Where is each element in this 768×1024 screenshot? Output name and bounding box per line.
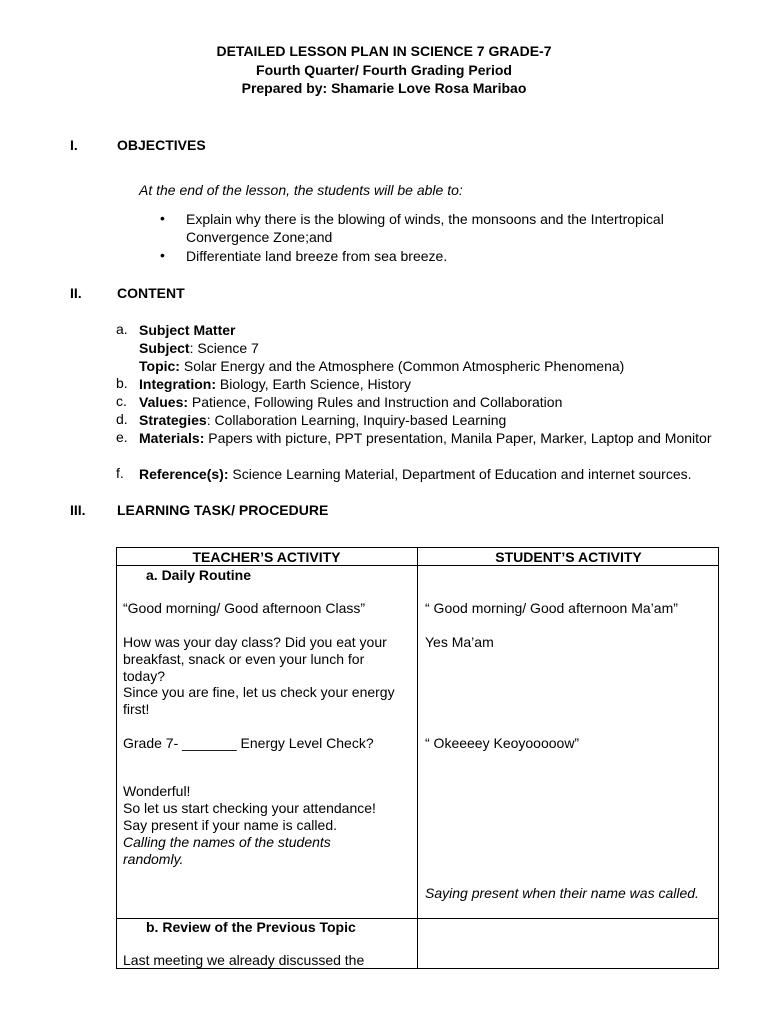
content-value: Patience, Following Rules and Instruction and Collaboration <box>188 394 563 410</box>
content-item-values <box>139 393 729 411</box>
content-letter: b. <box>116 375 128 391</box>
content-label: Subject <box>139 340 190 356</box>
table-column-divider <box>417 547 418 969</box>
content-letter: f. <box>116 465 124 481</box>
section-title-content: CONTENT <box>117 285 185 301</box>
section-numeral-objectives: I. <box>70 137 78 153</box>
teacher-say-present: Say present if your name is called. <box>123 817 337 833</box>
content-value: : Science 7 <box>189 340 259 356</box>
objective-item: Explain why there is the blowing of winds, the monsoons and the Intertropical Convergence Zone;and <box>186 211 664 245</box>
content-label: Materials: <box>139 430 205 446</box>
objectives-intro: At the end of the lesson, the students will be able to: <box>139 182 463 198</box>
document-author: Prepared by: Shamarie Love Rosa Maribao <box>241 80 527 96</box>
section-numeral-content: II. <box>70 285 82 301</box>
teacher-activity-header: TEACHER’S ACTIVITY <box>192 549 341 565</box>
content-item-integration <box>139 375 729 393</box>
table-header-divider <box>116 565 719 566</box>
content-label: Topic: <box>139 358 180 374</box>
content-item-subject <box>139 339 729 357</box>
content-label: Subject Matter <box>139 322 236 338</box>
content-item-references <box>139 465 729 483</box>
student-greeting: “ Good morning/ Good afternoon Ma’am” <box>425 600 678 616</box>
content-item-topic <box>139 357 729 375</box>
section-title-procedure: LEARNING TASK/ PROCEDURE <box>117 502 329 518</box>
teacher-wonderful: Wonderful! <box>123 783 191 799</box>
daily-routine-heading: a. Daily Routine <box>146 567 252 583</box>
content-value: Solar Energy and the Atmosphere (Common Atmospheric Phenomena) <box>179 358 625 374</box>
student-activity-header: STUDENT’S ACTIVITY <box>495 549 642 565</box>
bullet-icon: • <box>160 210 165 226</box>
content-label: Strategies <box>139 412 207 428</box>
bullet-icon: • <box>160 247 165 263</box>
section-title-objectives: OBJECTIVES <box>117 137 206 153</box>
student-day-answer: Yes Ma’am <box>425 634 494 650</box>
content-value: Biology, Earth Science, History <box>216 376 412 392</box>
content-letter: a. <box>116 321 128 337</box>
teacher-energy-check: Grade 7- _______ Energy Level Check? <box>123 735 374 751</box>
content-item-materials <box>139 429 729 447</box>
objective-item: Differentiate land breeze from sea breeze. <box>186 248 448 264</box>
content-letter: d. <box>116 411 128 427</box>
student-saying-present: Saying present when their name was called. <box>425 885 699 901</box>
student-energy-response: “ Okeeeey Keoyooooow” <box>425 735 580 751</box>
section-numeral-procedure: III. <box>70 502 86 518</box>
content-value: Science Learning Material, Department of Education and internet sources. <box>228 466 692 482</box>
content-value: Papers with picture, PPT presentation, Manila Paper, Marker, Laptop and Monitor <box>204 430 712 446</box>
content-value: : Collaboration Learning, Inquiry-based Learning <box>206 412 507 428</box>
document-title: DETAILED LESSON PLAN IN SCIENCE 7 GRADE-7 <box>216 43 552 59</box>
teacher-calling-names: Calling the names of the students randomly. <box>123 834 331 867</box>
content-letter: c. <box>116 393 127 409</box>
teacher-attendance: So let us start checking your attendance! <box>123 800 376 816</box>
review-heading: b. Review of the Previous Topic <box>146 919 356 935</box>
content-label: Integration: <box>139 376 216 392</box>
content-letter: e. <box>116 429 128 445</box>
content-item-strategies <box>139 411 729 429</box>
teacher-last-meeting: Last meeting we already discussed the <box>123 952 365 968</box>
teacher-energy: Since you are fine, let us check your energy first! <box>123 684 395 717</box>
content-label: Reference(s): <box>139 466 229 482</box>
document-subtitle: Fourth Quarter/ Fourth Grading Period <box>256 62 512 78</box>
content-item-subject-matter <box>139 321 729 339</box>
teacher-day-question: How was your day class? Did you eat your breakfast, snack or even your lunch for today? <box>123 634 387 684</box>
content-label: Values: <box>139 394 189 410</box>
teacher-greeting: “Good morning/ Good afternoon Class” <box>123 600 366 616</box>
